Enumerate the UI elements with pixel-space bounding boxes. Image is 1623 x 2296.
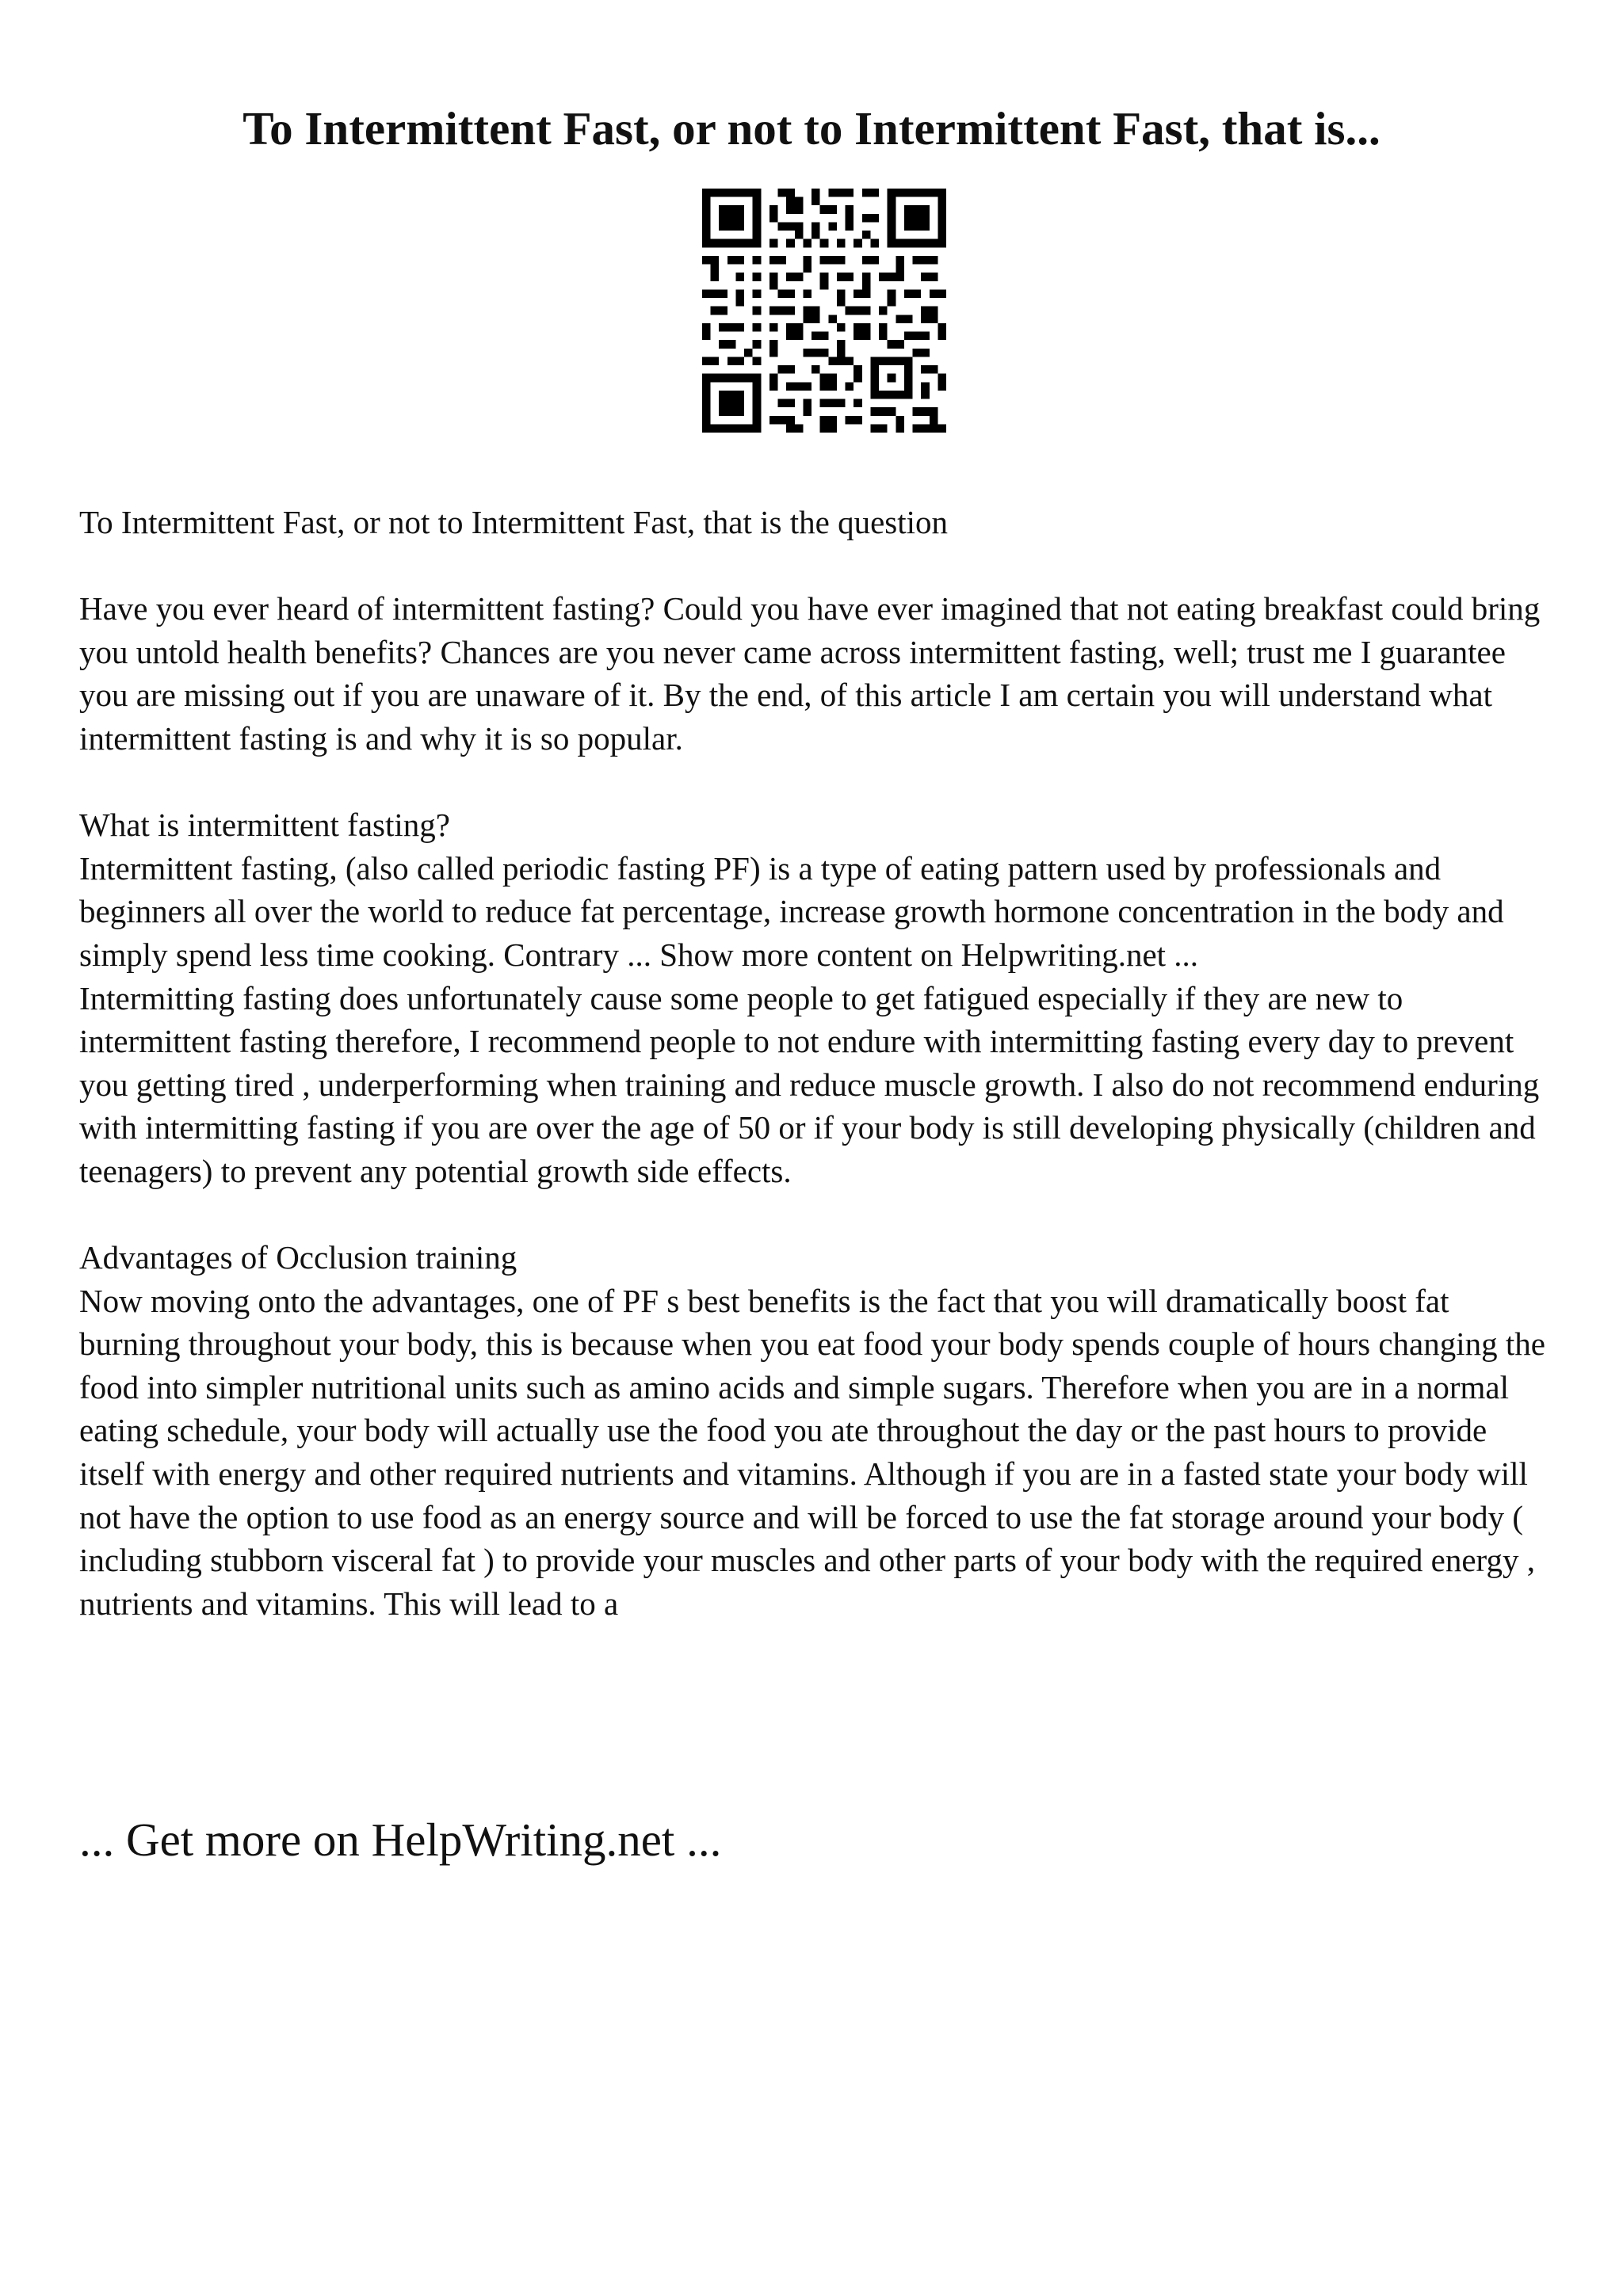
section-heading-what-is: What is intermittent fasting? — [79, 807, 450, 844]
qr-code-icon — [702, 189, 946, 433]
paragraph-definition: Intermittent fasting, (also called periodic fasting PF) is a type of eating pattern used by professionals and beginners all over the world to reduce fat percentage, increase growth hormone concentration in the body and simply spend less time cooking. Contrary ... Show more content on Helpwriting.net ... — [79, 849, 1504, 973]
paragraph-advantages: Now moving onto the advantages, one of PF s best benefits is the fact that you will dramatically boost fat burning throughout your body, this is because when you eat food your body spends couple of hours changing the food into simpler nutritional units such as amino acids and simple sugars. Therefore when you are in a normal eating schedule, your body will actually use the food you ate throughout the day or the past hours to provide itself with energy and other required nutrients and vitamins. Although if you are in a fasted state your body will not have the option to use food as an energy source and will be forced to use the fat storage around your body ( including stubborn visceral fat ) to provide your muscles and other parts of your body with the required energy , nutrients and vitamins. This will lead to a — [79, 1282, 1545, 1622]
section-heading-advantages: Advantages of Occlusion training — [79, 1239, 517, 1276]
article-heading: To Intermittent Fast, or not to Intermittent Fast, that is the question — [79, 504, 949, 540]
document-title: To Intermittent Fast, or not to Intermittent Fast, that is... — [242, 102, 1381, 154]
article-body — [79, 501, 1553, 1625]
paragraph-fatigue: Intermitting fasting does unfortunately cause some people to get fatigued especially if they are new to intermittent fasting therefore, I recommend people to not endure with intermitting fasting every day to prevent you getting tired , underperforming when training and reduce muscle growth. I also do not recommend enduring with intermitting fasting if you are over the age of 50 or if your body is still developing physically (children and teenagers) to prevent any potential growth side effects. — [79, 979, 1540, 1189]
paragraph-intro: Have you ever heard of intermittent fasting? Could you have ever imagined that not eating breakfast could bring you untold health benefits? Chances are you never came across intermittent fasting, well; trust me I guarantee you are missing out if you are unaware of it. By the end, of this article I am certain you will understand what intermittent fasting is and why it is so popular. — [79, 590, 1541, 757]
get-more-link[interactable]: ... Get more on HelpWriting.net ... — [79, 1814, 722, 1866]
